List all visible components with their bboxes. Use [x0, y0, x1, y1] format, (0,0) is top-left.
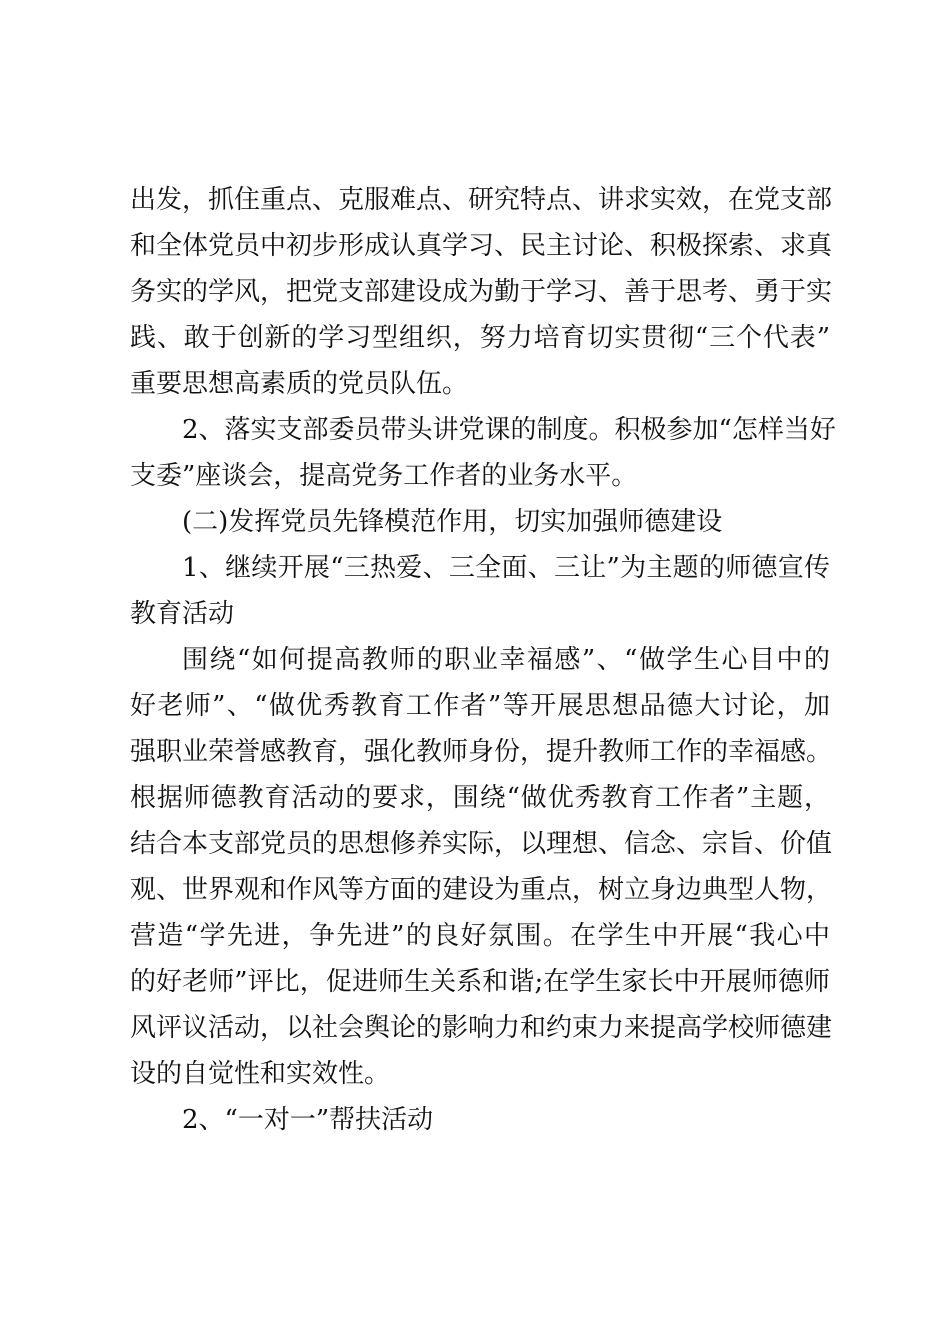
text-line: 根据师德教育活动的要求，围绕“做优秀教育工作者”主题， [130, 783, 830, 813]
text-line: 和全体党员中初步形成认真学习、民主讨论、积极探索、求真 [130, 231, 833, 261]
text-line: 教育活动 [130, 599, 235, 629]
text-line: 重要思想高素质的党员队伍。 [130, 369, 469, 399]
text-line: 支委”座谈会，提高党务工作者的业务水平。 [130, 461, 638, 491]
text-line: 的好老师”评比，促进师生关系和谐;在学生家长中开展师德师 [130, 967, 830, 997]
text-line: 2、“一对一”帮扶活动 [182, 1105, 434, 1135]
text-line: 强职业荣誉感教育，强化教师身份，提升教师工作的幸福感。 [130, 737, 833, 767]
text-line: (二)发挥党员先锋模范作用，切实加强师德建设 [182, 507, 723, 537]
text-line: 设的自觉性和实效性。 [130, 1059, 391, 1089]
text-line: 观、世界观和作风等方面的建设为重点，树立身边典型人物， [130, 875, 833, 905]
text-line: 好老师”、“做优秀教育工作者”等开展思想品德大讨论，加 [130, 691, 830, 721]
text-line: 营造“学先进，争先进”的良好氛围。在学生中开展“我心中 [130, 921, 830, 951]
document-page [130, 177, 836, 1143]
text-line: 践、敢于创新的学习型组织，努力培育切实贯彻“三个代表” [130, 323, 830, 353]
text-line: 务实的学风，把党支部建设成为勤于学习、善于思考、勇于实 [130, 277, 833, 307]
text-line: 出发，抓住重点、克服难点、研究特点、讲求实效，在党支部 [130, 185, 833, 215]
text-line: 1、继续开展“三热爱、三全面、三让”为主题的师德宣传 [182, 553, 830, 583]
text-line: 围绕“如何提高教师的职业幸福感”、“做学生心目中的 [182, 645, 830, 675]
text-line: 风评议活动，以社会舆论的影响力和约束力来提高学校师德建 [130, 1013, 833, 1043]
text-line: 2、落实支部委员带头讲党课的制度。积极参加“怎样当好 [182, 415, 836, 445]
text-line: 结合本支部党员的思想修养实际，以理想、信念、宗旨、价值 [130, 829, 833, 859]
